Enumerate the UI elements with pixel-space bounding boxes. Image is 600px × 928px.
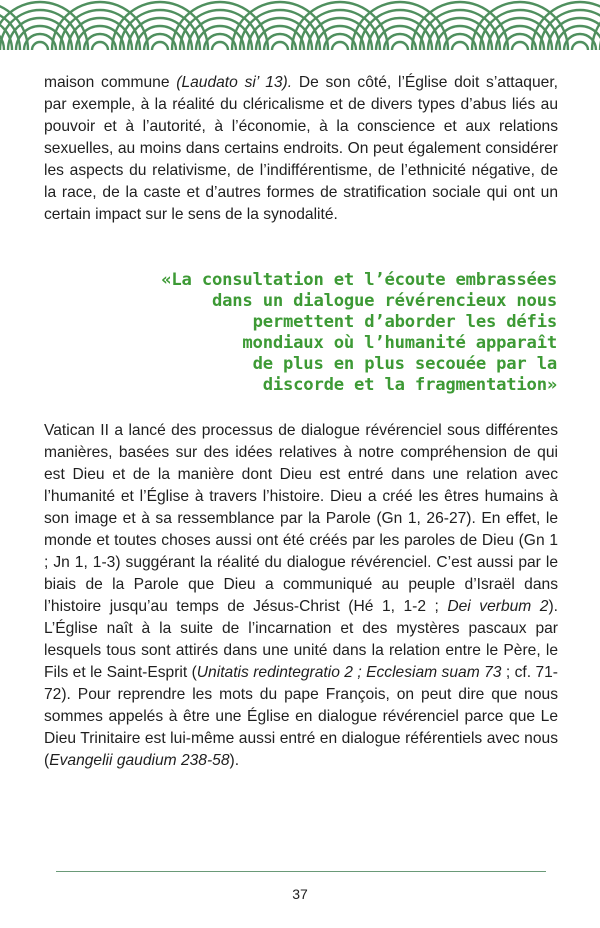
citation: (Laudato si’ 13). xyxy=(176,74,293,91)
citation: Evangelii gaudium 238-58 xyxy=(49,752,230,769)
header-arc xyxy=(392,42,408,50)
header-arc xyxy=(592,2,600,50)
header-arc xyxy=(92,42,108,50)
pull-quote-line: dans un dialogue révérencieux nous xyxy=(211,291,557,311)
paragraph-text: maison commune xyxy=(44,74,177,91)
header-arc xyxy=(272,42,288,50)
header-arc xyxy=(452,42,468,50)
pull-quote-line: mondiaux où l’humanité apparaît xyxy=(242,333,557,353)
pull-quote-line: discorde et la fragmentation» xyxy=(262,375,557,395)
header-arc xyxy=(152,42,168,50)
header-arc-pattern xyxy=(0,0,600,50)
pull-quote-line: permettent d’aborder les défis xyxy=(252,312,557,332)
paragraph-text: Vatican II a lancé des processus de dialogue révérenciel sous différentes manières, basées sur des idées relatives à notre compréhension de qui est Dieu et de la manière dont Dieu est entré dans une relation avec l’humanité et l’Église à travers l’histoire. Dieu a créé les êtres humains à son image et à sa ressemblance par la Parole (Gn 1, 26-27). En effet, le monde et toutes choses aussi ont été créés par les paroles de Dieu (Gn 1 ; Jn 1, 1-3) suggérant la réalité du dialogue révérenciel. C’est aussi par le biais de la Parole que Dieu a communiqué au peuple d’Israël dans l’histoire jusqu’au temps de Jésus-Christ (Hé 1, 1-2 ; xyxy=(44,422,558,615)
header-arc xyxy=(212,42,228,50)
page-number: 37 xyxy=(292,886,308,902)
header-arc xyxy=(572,42,588,50)
pull-quote xyxy=(120,270,557,396)
header-arc xyxy=(32,42,48,50)
paragraph-text: ; cf. 71-72). Pour reprendre les mots du pape François, on peut dire que nous sommes appelés à être une Église en dialogue révérenciel parce que Le Dieu Trinitaire est lui-même aussi entré en dialogue référentiels avec nous ( xyxy=(44,664,558,769)
body-paragraph-2 xyxy=(44,420,558,772)
pull-quote-line: de plus en plus secouée par la xyxy=(252,354,557,374)
pull-quote-line: «La consultation et l’écoute embrassées xyxy=(161,270,557,290)
footer-divider xyxy=(56,871,546,872)
header-arc xyxy=(512,42,528,50)
paragraph-text: De son côté, l’Église doit s’attaquer, par exemple, à la réalité du cléricalisme et de divers types d’abus liés au pouvoir et à l’autorité, à l’économie, à la conscience et aux relations sexuelles, au moins dans certains endroits. On peut également considérer les aspects du relativisme, de l’indifférentisme, de l’ethnicité négative, de la race, de la caste et d’autres formes de stratification sociale qui ont un certain impact sur le sens de la synodalité. xyxy=(44,74,558,223)
body-paragraph-1 xyxy=(44,72,558,226)
header-arc xyxy=(332,42,348,50)
paragraph-text: ). xyxy=(229,752,240,769)
paragraph-text: ). L’Église naît à la suite de l’incarnation et des mystères pascaux par lesquels tous sont attirés dans une unité dans la relation entre le Père, le Fils et le Saint-Esprit ( xyxy=(44,598,558,681)
citation: Unitatis redintegratio 2 ; Ecclesiam suam 73 xyxy=(196,664,502,681)
citation: Dei verbum 2 xyxy=(447,598,549,615)
